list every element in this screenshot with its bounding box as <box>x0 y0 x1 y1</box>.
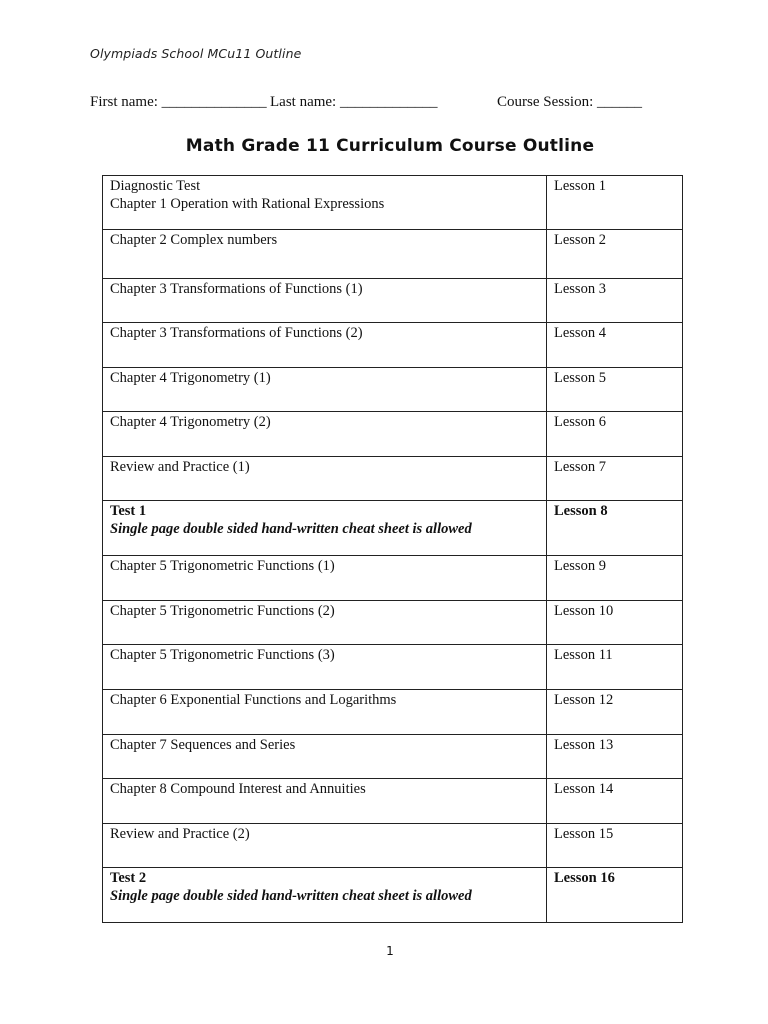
topic-text: Chapter 1 Operation with Rational Expressions <box>110 196 385 212</box>
outline-lesson-cell: Lesson 4 <box>547 323 683 368</box>
topic-text: Review and Practice (1) <box>110 459 250 475</box>
outline-row <box>103 323 683 368</box>
outline-lesson-cell: Lesson 2 <box>547 230 683 279</box>
topic-text: Test 2 <box>110 870 147 886</box>
topic-text: Chapter 3 Transformations of Functions (1) <box>110 281 363 297</box>
outline-row <box>103 735 683 779</box>
outline-topic-cell <box>103 457 547 501</box>
cheat-sheet-note: Single page double sided hand-written cheat sheet is allowed <box>110 888 472 904</box>
outline-row <box>103 501 683 556</box>
outline-topic-cell <box>103 868 547 923</box>
topic-text: Chapter 5 Trigonometric Functions (1) <box>110 558 335 574</box>
topic-text: Chapter 4 Trigonometry (1) <box>110 370 271 386</box>
outline-lesson-cell: Lesson 7 <box>547 457 683 501</box>
outline-topic-cell <box>103 824 547 868</box>
outline-lesson-cell: Lesson 5 <box>547 368 683 412</box>
outline-lesson-cell: Lesson 15 <box>547 824 683 868</box>
page-number: 1 <box>386 944 394 958</box>
outline-row <box>103 279 683 323</box>
outline-row <box>103 824 683 868</box>
outline-lesson-cell: Lesson 11 <box>547 645 683 690</box>
topic-text: Chapter 3 Transformations of Functions (2) <box>110 325 363 341</box>
outline-lesson-cell: Lesson 12 <box>547 690 683 735</box>
outline-row <box>103 556 683 601</box>
outline-row <box>103 601 683 645</box>
outline-topic-cell <box>103 176 547 230</box>
topic-text: Chapter 4 Trigonometry (2) <box>110 414 271 430</box>
topic-text: Chapter 8 Compound Interest and Annuities <box>110 781 366 797</box>
outline-topic-cell <box>103 279 547 323</box>
outline-row <box>103 868 683 923</box>
topic-text: Chapter 2 Complex numbers <box>110 232 278 248</box>
outline-topic-cell <box>103 368 547 412</box>
outline-topic-cell <box>103 690 547 735</box>
outline-row <box>103 176 683 230</box>
first-name-field: First name: ______________ <box>90 94 267 110</box>
outline-row <box>103 412 683 457</box>
outline-topic-cell <box>103 645 547 690</box>
outline-topic-cell <box>103 601 547 645</box>
topic-text: Chapter 6 Exponential Functions and Logarithms <box>110 692 397 708</box>
outline-lesson-cell: Lesson 10 <box>547 601 683 645</box>
outline-lesson-cell: Lesson 16 <box>547 868 683 923</box>
course-outline-body <box>103 176 683 923</box>
outline-row <box>103 779 683 824</box>
outline-topic-cell <box>103 779 547 824</box>
cheat-sheet-note: Single page double sided hand-written cheat sheet is allowed <box>110 521 472 537</box>
course-outline-table <box>102 175 683 923</box>
topic-text: Diagnostic Test <box>110 178 201 194</box>
outline-topic-cell <box>103 230 547 279</box>
outline-topic-cell <box>103 501 547 556</box>
course-session-field: Course Session: ______ <box>497 94 643 110</box>
outline-topic-cell <box>103 556 547 601</box>
document-header-note: Olympiads School MCu11 Outline <box>90 46 302 61</box>
outline-lesson-cell: Lesson 6 <box>547 412 683 457</box>
outline-topic-cell <box>103 412 547 457</box>
topic-text: Chapter 5 Trigonometric Functions (3) <box>110 647 335 663</box>
outline-topic-cell <box>103 735 547 779</box>
topic-text: Chapter 7 Sequences and Series <box>110 737 296 753</box>
outline-topic-cell <box>103 323 547 368</box>
topic-text: Chapter 5 Trigonometric Functions (2) <box>110 603 335 619</box>
outline-lesson-cell: Lesson 13 <box>547 735 683 779</box>
outline-row <box>103 368 683 412</box>
topic-text: Test 1 <box>110 503 147 519</box>
outline-lesson-cell: Lesson 9 <box>547 556 683 601</box>
topic-text: Review and Practice (2) <box>110 826 250 842</box>
outline-lesson-cell: Lesson 1 <box>547 176 683 230</box>
outline-lesson-cell: Lesson 8 <box>547 501 683 556</box>
outline-lesson-cell: Lesson 3 <box>547 279 683 323</box>
document-title: Math Grade 11 Curriculum Course Outline <box>185 136 595 156</box>
last-name-field: Last name: _____________ <box>270 94 438 110</box>
outline-row <box>103 457 683 501</box>
outline-row <box>103 230 683 279</box>
outline-row <box>103 645 683 690</box>
outline-row <box>103 690 683 735</box>
outline-lesson-cell: Lesson 14 <box>547 779 683 824</box>
